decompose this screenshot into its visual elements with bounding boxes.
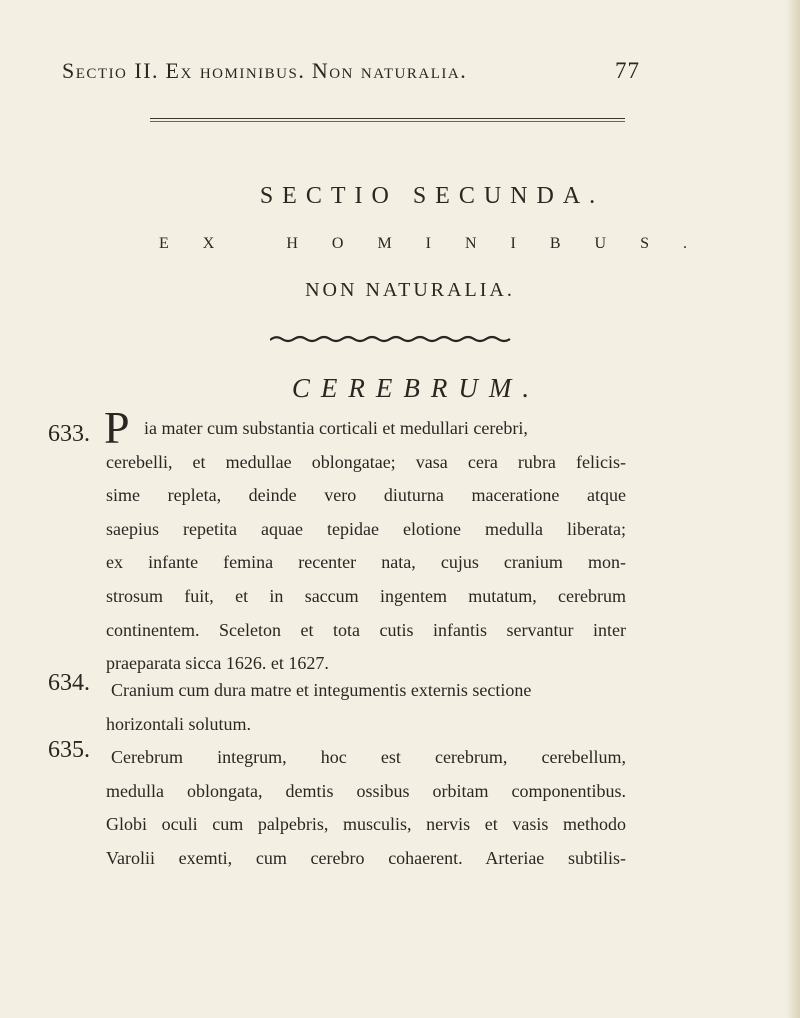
- text-line: Varolii exemti, cum cerebro cohaerent. Arteriae subtilis-: [106, 847, 626, 868]
- entry-number: 635.: [48, 737, 90, 763]
- running-head: [62, 58, 640, 84]
- text-line: ia mater cum substantia corticali et medullari cerebri,: [144, 418, 528, 438]
- header-rule: [150, 118, 625, 119]
- entry-635-text: [106, 741, 626, 875]
- text-line: Globi oculi cum palpebris, musculis, nervis et vasis methodo: [106, 814, 626, 835]
- page-number: 77: [615, 58, 640, 83]
- text-line: saepius repetita aquae tepidae elotione medulla liberata;: [106, 518, 626, 539]
- text-line: horizontali solutum.: [106, 713, 251, 734]
- text-line: ex infante femina recenter nata, cujus cranium mon-: [106, 552, 626, 573]
- entry-number: 634.: [48, 670, 90, 696]
- section-subtitle: EX HOMINIBUS.: [159, 235, 721, 252]
- section-title: SECTIO SECUNDA.: [259, 183, 605, 209]
- section-subtitle-2: NON NATURALIA.: [305, 279, 515, 301]
- chapter-title: CEREBRUM.: [291, 373, 541, 403]
- entry-633-text: [106, 412, 626, 681]
- running-head-section: Sectio II.: [62, 58, 160, 83]
- text-line: praeparata sicca 1626. et 1627.: [106, 653, 329, 674]
- running-head-part1: Ex hominibus.: [165, 58, 306, 83]
- text-line: Cranium cum dura matre et integumentis externis sectione: [111, 680, 532, 700]
- text-line: continentem. Sceleton et tota cutis infantis servantur inter: [106, 619, 626, 640]
- text-line: strosum fuit, et in saccum ingentem mutatum, cerebrum: [106, 585, 626, 606]
- text-line: medulla oblongata, demtis ossibus orbitam componentibus.: [106, 780, 626, 801]
- running-head-part2: Non naturalia.: [311, 58, 468, 83]
- page-edge-shadow: [786, 0, 800, 1018]
- entry-634-text: [106, 674, 626, 741]
- text-line: cerebelli, et medullae oblongatae; vasa cera rubra felicis-: [106, 451, 626, 472]
- header-rule-thin: [150, 121, 625, 122]
- ornamental-wavy-rule: [270, 334, 515, 344]
- drop-cap: P: [104, 402, 130, 453]
- text-line: Cerebrum integrum, hoc est cerebrum, cerebellum,: [111, 747, 626, 767]
- entry-number: 633.: [48, 421, 90, 447]
- text-line: sime repleta, deinde vero diuturna maceratione atque: [106, 485, 626, 506]
